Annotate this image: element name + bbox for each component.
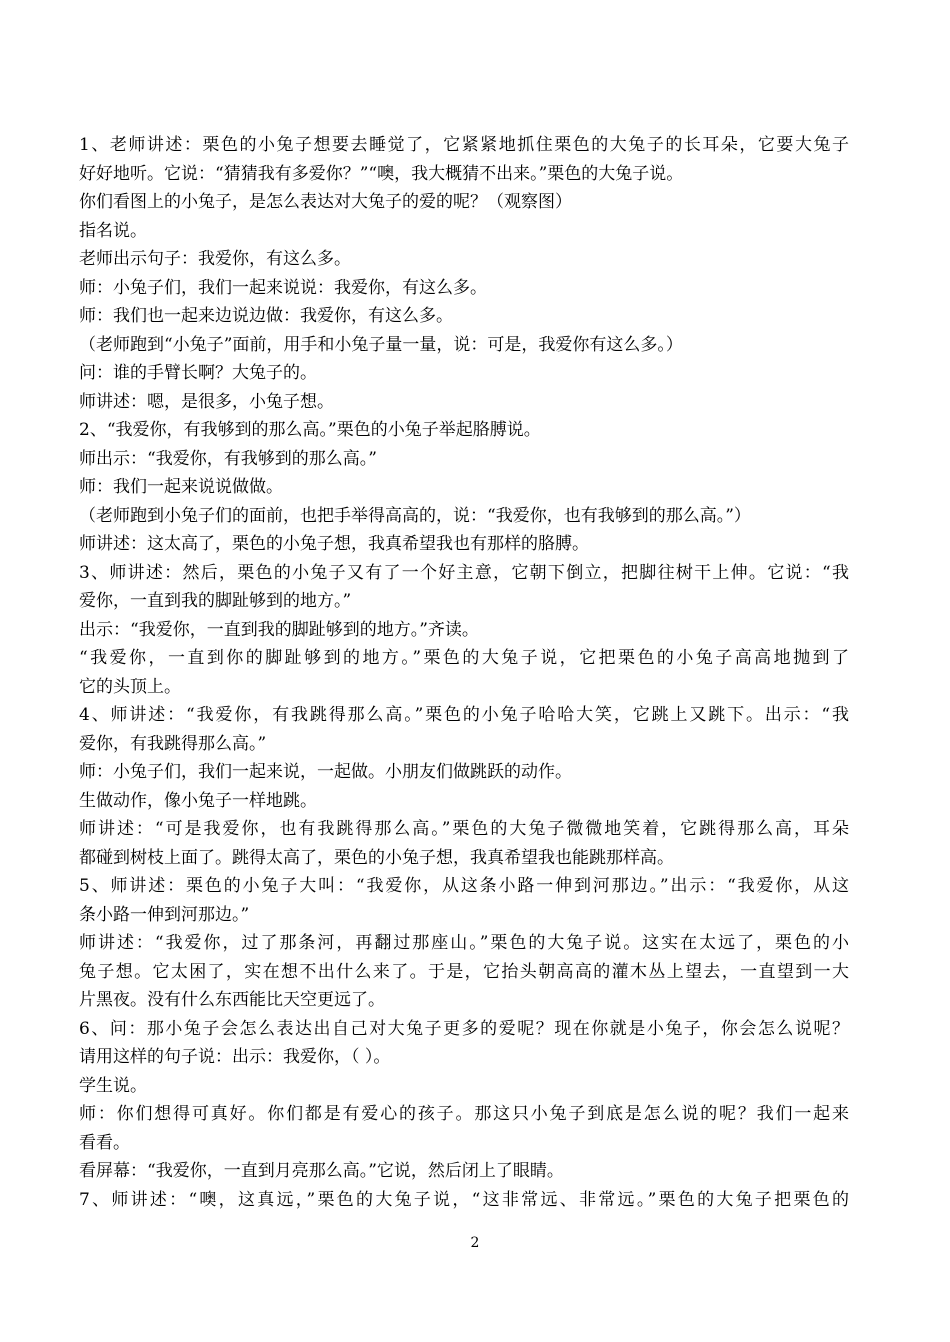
text-line: 看看。	[79, 1132, 130, 1153]
text-line: 条小路一伸到河那边。”	[79, 904, 250, 925]
text-line: 5、师讲述：栗色的小兔子大叫：“我爱你，从这条小路一伸到河那边。”出示：“我爱你，从这	[79, 876, 849, 896]
text-line: 老师出示句子：我爱你，有这么多。	[79, 249, 351, 269]
text-line: 师：你们想得可真好。你们都是有爱心的孩子。那这只小兔子到底是怎么说的呢？我们一起来	[79, 1104, 849, 1124]
text-line: 4、师讲述：“我爱你，有我跳得那么高。”栗色的小兔子哈哈大笑，它跳上又跳下。出示：“我	[79, 705, 849, 725]
text-line: 出示：“我爱你，一直到我的脚趾够到的地方。”齐读。	[79, 619, 479, 640]
text-line: 爱你，一直到我的脚趾够到的地方。”	[79, 591, 352, 611]
text-line: 师讲述：“我爱你，过了那条河，再翻过那座山。”栗色的大兔子说。这实在太远了，栗色的小	[79, 933, 849, 953]
text-line: 3、师讲述：然后，栗色的小兔子又有了一个好主意，它朝下倒立，把脚往树干上伸。它说：“我	[79, 562, 849, 583]
text-line: 7、师讲述：“噢，这真远，”栗色的大兔子说，“这非常远、非常远。”栗色的大兔子把栗色的	[79, 1189, 849, 1210]
text-line: 看屏幕：“我爱你，一直到月亮那么高。”它说，然后闭上了眼睛。	[79, 1161, 564, 1181]
body-text	[79, 131, 849, 1214]
text-line: 你们看图上的小兔子，是怎么表达对大兔子的爱的呢？（观察图）	[79, 192, 572, 212]
text-line: 它的头顶上。	[79, 676, 181, 697]
text-line: 片黑夜。没有什么东西能比天空更远了。	[79, 990, 385, 1010]
text-line: 好好地听。它说：“猜猜我有多爱你？”“噢，我大概猜不出来。”栗色的大兔子说。	[79, 163, 684, 184]
text-line: 学生说。	[79, 1075, 147, 1096]
text-line: 爱你，有我跳得那么高。”	[79, 733, 267, 754]
text-line: 2、“我爱你，有我够到的那么高。”栗色的小兔子举起胳膊说。	[79, 420, 541, 440]
page-number: 2	[470, 1235, 480, 1251]
text-line: 师讲述：嗯，是很多，小兔子想。	[79, 391, 334, 412]
text-line: （老师跑到“小兔子”面前，用手和小兔子量一量，说：可是，我爱你有这么多。）	[79, 334, 683, 355]
text-line: 师：小兔子们，我们一起来说说：我爱你，有这么多。	[79, 277, 487, 298]
text-line: 师出示：“我爱你，有我够到的那么高。”	[79, 448, 377, 469]
text-line: “我爱你，一直到你的脚趾够到的地方。”栗色的大兔子说，它把栗色的小兔子高高地抛到了	[79, 648, 849, 668]
text-line: 兔子想。它太困了，实在想不出什么来了。于是，它抬头朝高高的灌木丛上望去，一直望到一大	[79, 961, 849, 982]
text-line: 1、老师讲述：栗色的小兔子想要去睡觉了，它紧紧地抓住栗色的大兔子的长耳朵，它要大兔子	[79, 135, 849, 155]
text-line: 请用这样的句子说：出示：我爱你，（ ）。	[79, 1047, 391, 1067]
text-line: 师讲述：这太高了，栗色的小兔子想，我真希望我也有那样的胳膊。	[79, 534, 589, 554]
text-line: 师：小兔子们，我们一起来说，一起做。小朋友们做跳跃的动作。	[79, 762, 572, 782]
text-line: 师：我们一起来说说做做。	[79, 477, 283, 497]
text-line: 生做动作，像小兔子一样地跳。	[79, 790, 317, 811]
text-line: 师讲述：“可是我爱你，也有我跳得那么高。”栗色的大兔子微微地笑着，它跳得那么高，耳朵	[79, 819, 849, 839]
text-line: 6、问：那小兔子会怎么表达出自己对大兔子更多的爱呢？现在你就是小兔子，你会怎么说呢？	[79, 1018, 849, 1039]
text-line: 指名说。	[79, 220, 147, 241]
text-line: 问：谁的手臂长啊？大兔子的。	[79, 363, 317, 383]
text-line: 师：我们也一起来边说边做：我爱你，有这么多。	[79, 306, 453, 326]
text-line: （老师跑到小兔子们的面前，也把手举得高高的，说：“我爱你，也有我够到的那么高。”）	[79, 505, 751, 526]
text-line: 都碰到树枝上面了。跳得太高了，栗色的小兔子想，我真希望我也能跳那样高。	[79, 847, 674, 868]
